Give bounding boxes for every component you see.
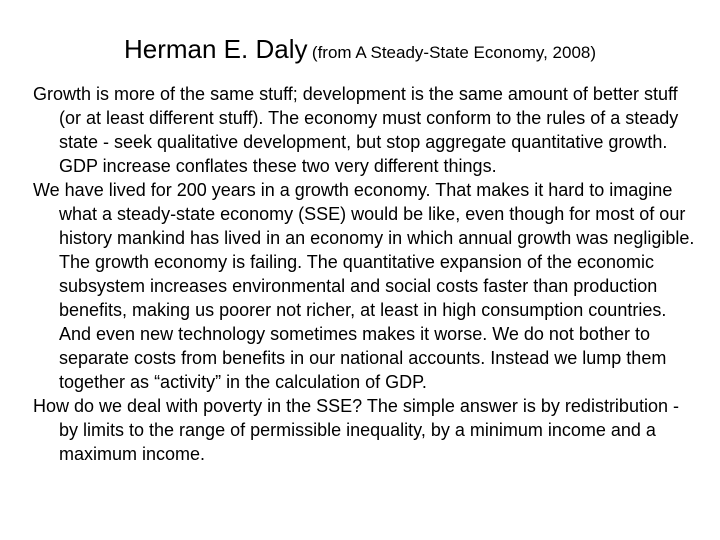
slide-title (0, 33, 720, 70)
paragraph-poverty: How do we deal with poverty in the SSE? The simple answer is by redistribution - by limits to the range of permissible inequality, by a minimum income and a maximum income. (33, 396, 679, 464)
paragraph-growth-economy: We have lived for 200 years in a growth economy. That makes it hard to imagine what a steady-state economy (SSE) would be like, even though for most of our history mankind has lived in an economy in which annual growth was negligible. The growth economy is failing. The quantitative expansion of the economic subsystem increases environmental and social costs faster than production benefits, making us poorer not richer, at least in high consumption countries. And even new technology sometimes makes it worse. We do not bother to separate costs from benefits in our national accounts. Instead we lump them together as “activity” in the calculation of GDP. (33, 180, 695, 392)
title-source: (from A Steady-State Economy, 2008) (311, 43, 597, 62)
slide-body (33, 82, 698, 466)
title-author: Herman E. Daly (123, 34, 308, 64)
paragraph-growth-vs-development: Growth is more of the same stuff; development is the same amount of better stuff (or at least different stuff). The economy must conform to the rules of a steady state - seek qualitative development, but stop aggregate quantitative growth. GDP increase conflates these two very different things. (33, 84, 679, 176)
